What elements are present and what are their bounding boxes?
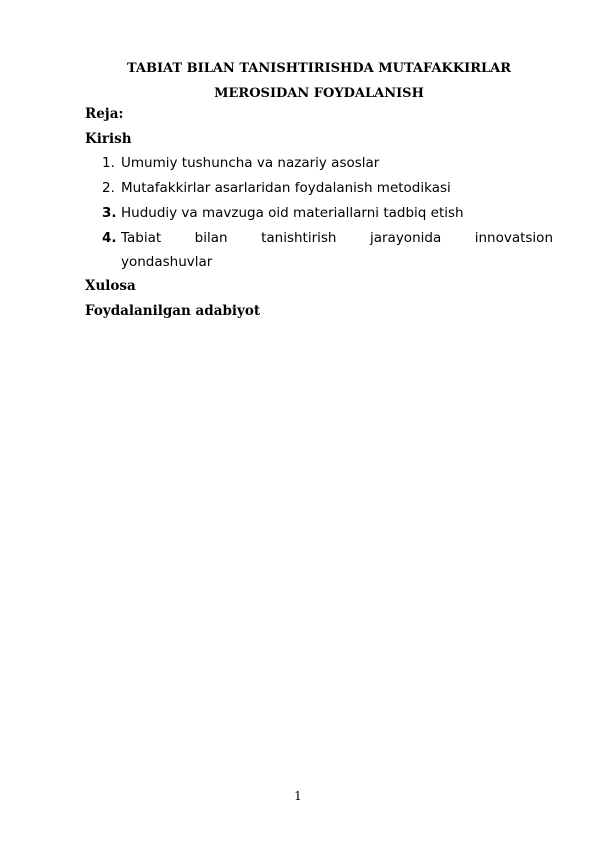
references-label: Foydalanilgan adabiyot: [85, 303, 261, 319]
plan-label: Reja:: [85, 106, 124, 122]
list-item-number: 1.: [102, 155, 115, 171]
list-item-text: Umumiy tushuncha va nazariy asoslar: [121, 155, 380, 171]
list-item-number: 3.: [102, 205, 117, 221]
page-number: 1: [294, 789, 302, 803]
list-item-text: Tabiat bilan tanishtirish jarayonida innovatsion: [121, 230, 553, 246]
list-item-number: 2.: [102, 180, 115, 196]
list-item-text: Hududiy va mavzuga oid materiallarni tadbiq etish: [121, 205, 464, 221]
document-title: TABIAT BILAN TANISHTIRISHDA MUTAFAKKIRLAR MEROSIDAN FOYDALANISH: [126, 61, 512, 101]
list-item-number: 4.: [102, 230, 117, 246]
list-item-continuation: yondashuvlar: [121, 254, 213, 270]
conclusion-label: Xulosa: [85, 278, 136, 294]
list-item-text: Mutafakkirlar asarlaridan foydalanish metodikasi: [121, 180, 451, 196]
intro-label: Kirish: [85, 131, 132, 147]
